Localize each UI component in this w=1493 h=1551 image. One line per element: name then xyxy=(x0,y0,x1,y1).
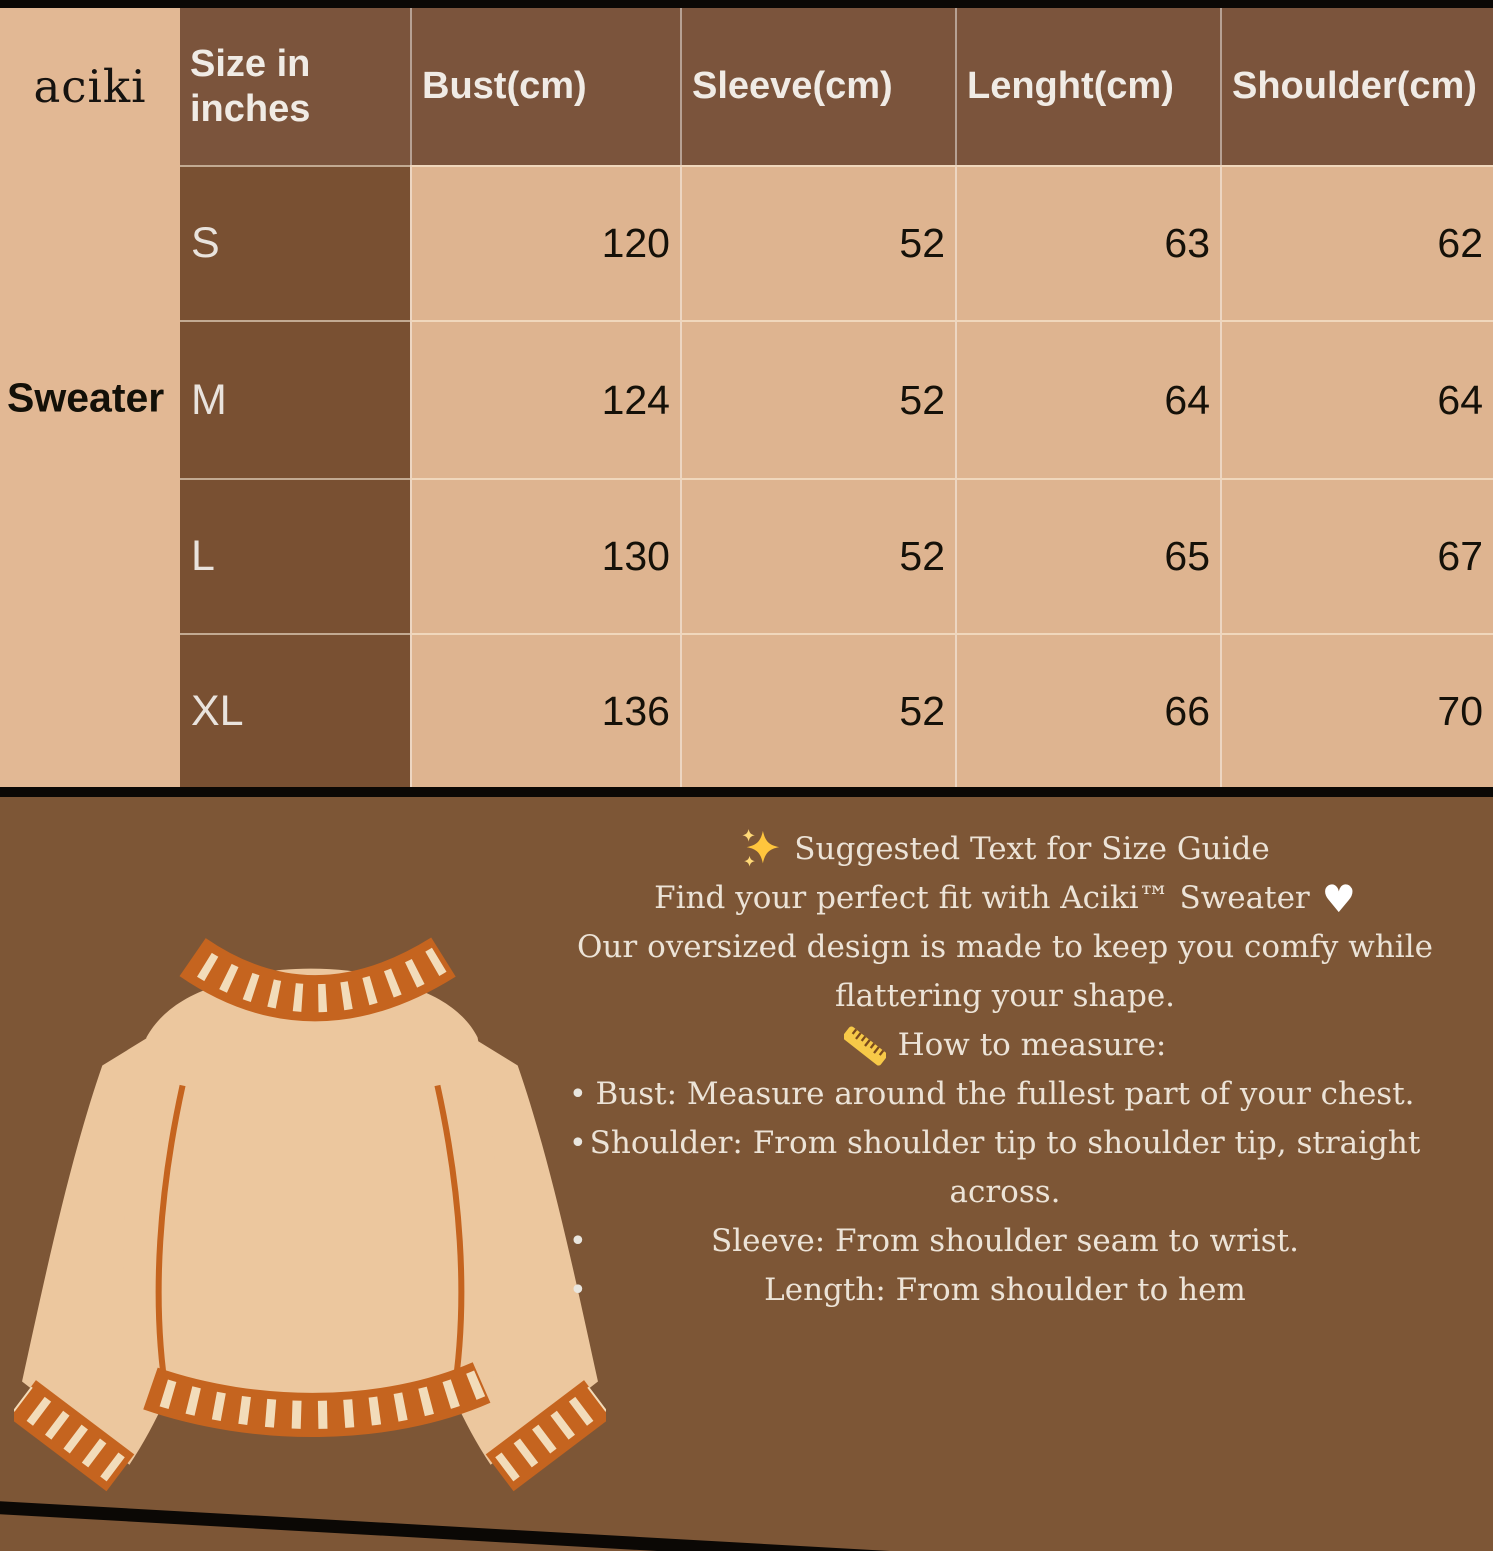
row-s-shoulder: 62 xyxy=(1220,165,1493,320)
measure-item-bust: • Bust: Measure around the fullest part of your chest. xyxy=(555,1070,1455,1119)
sparkles-icon xyxy=(740,827,782,873)
guide-title: Suggested Text for Size Guide xyxy=(794,831,1270,867)
measure-list xyxy=(513,1070,1493,1315)
brand-column xyxy=(0,8,180,787)
measure-item-sleeve: • Sleeve: From shoulder seam to wrist. xyxy=(555,1217,1455,1266)
guide-how-title: How to measure: xyxy=(897,1027,1167,1063)
row-s-length: 63 xyxy=(955,165,1220,320)
col-header-bust: Bust(cm) xyxy=(410,8,680,165)
size-table xyxy=(0,8,1493,787)
measure-item-length: • Length: From shoulder to hem xyxy=(555,1266,1455,1315)
row-m-shoulder: 64 xyxy=(1220,320,1493,478)
product-label: Sweater xyxy=(7,374,165,420)
top-black-bar xyxy=(0,0,1493,8)
guide-subtitle: Find your perfect fit with Aciki™ Sweater xyxy=(654,880,1310,916)
row-m-size: M xyxy=(180,320,410,478)
row-m-bust: 124 xyxy=(410,320,680,478)
measure-item-shoulder: • Shoulder: From shoulder tip to shoulder tip, straight across. xyxy=(555,1119,1455,1217)
guide-section xyxy=(0,797,1493,1551)
ruler-icon xyxy=(844,1025,886,1067)
row-xl-size: XL xyxy=(180,633,410,787)
row-m-length: 64 xyxy=(955,320,1220,478)
guide-intro: Our oversized design is made to keep you comfy while flattering your shape. xyxy=(577,929,1433,1014)
row-l-size: L xyxy=(180,478,410,633)
row-l-shoulder: 67 xyxy=(1220,478,1493,633)
row-m-sleeve: 52 xyxy=(680,320,955,478)
row-s-bust: 120 xyxy=(410,165,680,320)
section-divider xyxy=(0,787,1493,797)
heart-icon: ♥ xyxy=(1321,876,1356,921)
row-xl-shoulder: 70 xyxy=(1220,633,1493,787)
col-header-length: Lenght(cm) xyxy=(955,8,1220,165)
row-xl-bust: 136 xyxy=(410,633,680,787)
row-l-bust: 130 xyxy=(410,478,680,633)
row-l-length: 65 xyxy=(955,478,1220,633)
brand-logo: aciki xyxy=(33,60,147,113)
row-s-sleeve: 52 xyxy=(680,165,955,320)
row-l-sleeve: 52 xyxy=(680,478,955,633)
row-xl-length: 66 xyxy=(955,633,1220,787)
col-header-shoulder: Shoulder(cm) xyxy=(1220,8,1493,165)
row-xl-sleeve: 52 xyxy=(680,633,955,787)
col-header-size: Size in inches xyxy=(180,8,410,165)
guide-text-block xyxy=(513,825,1493,1315)
row-s-size: S xyxy=(180,165,410,320)
col-header-sleeve: Sleeve(cm) xyxy=(680,8,955,165)
